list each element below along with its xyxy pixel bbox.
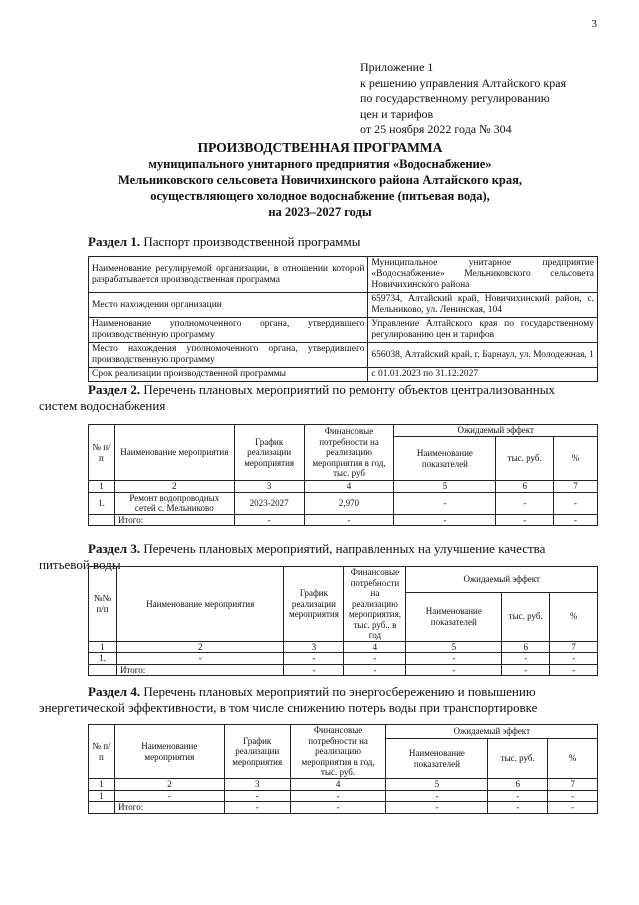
cell: - — [290, 802, 386, 814]
cell — [89, 664, 117, 676]
col-name-header: Наименование мероприятия — [114, 425, 234, 481]
cell: - — [406, 653, 502, 665]
col-number: 1 — [89, 641, 117, 653]
col-number: 7 — [554, 481, 598, 493]
section-label: Раздел 4. — [88, 684, 141, 699]
table-row — [89, 802, 598, 814]
table-row — [89, 567, 598, 593]
title-line: муниципального унитарного предприятия «Водоснабжение» — [148, 157, 492, 171]
passport-table — [88, 256, 598, 382]
cell: - — [386, 790, 488, 802]
cell: - — [116, 653, 284, 665]
total-label: Итого: — [114, 514, 234, 526]
cell: - — [224, 790, 290, 802]
cell — [89, 514, 115, 526]
table-row — [89, 481, 598, 493]
passport-value: с 01.01.2023 по 31.12.2027 — [368, 368, 598, 382]
section-2-heading — [39, 382, 600, 414]
col-number: 7 — [550, 641, 598, 653]
passport-key: Место нахождения организации — [89, 293, 368, 318]
col-effect-header: Ожидаемый эффект — [394, 425, 598, 437]
table-row — [89, 257, 598, 293]
table-row — [89, 368, 598, 382]
cell: 2023-2027 — [234, 492, 304, 514]
passport-key: Наименование регулируемой организации, в отношении которой разрабатывается производственная программа — [89, 257, 368, 293]
table-row — [89, 514, 598, 526]
col-rub-header: тыс. руб. — [488, 739, 548, 779]
col-number: 4 — [304, 481, 394, 493]
col-indicator-header: Наименование показателей — [394, 437, 496, 481]
section-text: Перечень плановых мероприятий по энергосбережению и повышению — [143, 684, 536, 699]
col-number: 3 — [224, 779, 290, 791]
cell: - — [488, 790, 548, 802]
col-number: 2 — [116, 641, 284, 653]
page-number: 3 — [591, 18, 597, 30]
col-number: 5 — [386, 779, 488, 791]
section-4-table — [88, 724, 598, 814]
cell: - — [344, 664, 406, 676]
section-text: Перечень плановых мероприятий по ремонту объектов централизованных — [143, 382, 555, 397]
cell: - — [548, 790, 598, 802]
cell: Ремонт водопроводных сетей с. Мельниково — [114, 492, 234, 514]
passport-key: Место нахождения уполномоченного органа, утвердившего производственную программу — [89, 343, 368, 368]
cell: - — [496, 492, 554, 514]
col-finance-header: Финансовые потребности на реализацию мероприятия в год, тыс. руб. — [290, 725, 386, 779]
cell: - — [344, 653, 406, 665]
cell: - — [394, 492, 496, 514]
cell: - — [488, 802, 548, 814]
cell: 1 — [89, 790, 115, 802]
col-num-header: № п/п — [89, 425, 115, 481]
col-name-header: Наименование мероприятия — [116, 567, 284, 642]
col-schedule-header: График реализации мероприятия — [284, 567, 344, 642]
passport-value: 656038, Алтайский край, г. Барнаул, ул. Молодежная, 1 — [368, 343, 598, 368]
col-number: 6 — [496, 481, 554, 493]
col-indicator-header: Наименование показателей — [386, 739, 488, 779]
cell: - — [114, 790, 224, 802]
cell: - — [548, 802, 598, 814]
appendix-line: цен и тарифов — [360, 106, 434, 121]
col-effect-header: Ожидаемый эффект — [406, 567, 598, 593]
cell: 1. — [89, 492, 115, 514]
col-pct-header: % — [550, 592, 598, 641]
title-line: Мельниковского сельсовета Новичихинского района Алтайского края, — [118, 173, 522, 187]
col-pct-header: % — [548, 739, 598, 779]
cell: - — [406, 664, 502, 676]
col-number: 2 — [114, 481, 234, 493]
table-row — [89, 664, 598, 676]
section-3-table — [88, 566, 598, 676]
cell: - — [496, 514, 554, 526]
section-label: Раздел 3. — [88, 541, 141, 556]
col-schedule-header: График реализации мероприятия — [234, 425, 304, 481]
col-num-header: № п/п — [89, 725, 115, 779]
section-text: Паспорт производственной программы — [143, 234, 361, 249]
cell: - — [284, 664, 344, 676]
col-schedule-header: График реализации мероприятия — [224, 725, 290, 779]
total-label: Итого: — [114, 802, 224, 814]
col-finance-header: Финансовые потребности на реализацию мероприятия в год, тыс. руб — [304, 425, 394, 481]
table-row — [89, 779, 598, 791]
section-4-heading — [39, 684, 600, 716]
appendix-line: Приложение 1 — [360, 60, 434, 74]
section-text: Перечень плановых мероприятий, направленных на улучшение качества — [143, 541, 546, 556]
appendix-line: к решению управления Алтайского края — [360, 75, 567, 90]
col-name-header: Наименование мероприятия — [114, 725, 224, 779]
col-number: 2 — [114, 779, 224, 791]
cell — [89, 802, 115, 814]
col-number: 4 — [344, 641, 406, 653]
appendix-line: по государственному регулированию — [360, 91, 550, 105]
col-rub-header: тыс. руб. — [502, 592, 550, 641]
passport-value: Управление Алтайского края по государственному регулированию цен и тарифов — [368, 318, 598, 343]
col-num-header: №№ п/п — [89, 567, 117, 642]
section-text: питьевой воды — [39, 557, 121, 572]
document-title — [40, 140, 600, 220]
cell: 1. — [89, 653, 117, 665]
table-row — [89, 725, 598, 739]
cell: - — [224, 802, 290, 814]
cell: - — [554, 514, 598, 526]
passport-key: Наименование уполномоченного органа, утвердившего производственную программу — [89, 318, 368, 343]
cell: - — [386, 802, 488, 814]
cell: - — [284, 653, 344, 665]
cell: - — [394, 514, 496, 526]
col-number: 6 — [488, 779, 548, 791]
cell: - — [290, 790, 386, 802]
col-number: 7 — [548, 779, 598, 791]
table-row — [89, 641, 598, 653]
section-label: Раздел 1. — [88, 234, 141, 249]
col-number: 5 — [394, 481, 496, 493]
passport-value: Муниципальное унитарное предприятие «Водоснабжение» Мельниковского сельсовета Новичихинского района — [368, 257, 598, 293]
cell: - — [550, 664, 598, 676]
cell: - — [234, 514, 304, 526]
col-indicator-header: Наименование показателей — [406, 592, 502, 641]
appendix-block — [360, 60, 610, 138]
cell: - — [554, 492, 598, 514]
section-2-table — [88, 424, 598, 526]
section-text: систем водоснабжения — [39, 398, 166, 413]
col-number: 3 — [234, 481, 304, 493]
cell: 2,970 — [304, 492, 394, 514]
cell: - — [550, 653, 598, 665]
table-row — [89, 790, 598, 802]
col-number: 5 — [406, 641, 502, 653]
col-number: 1 — [89, 481, 115, 493]
table-row — [89, 343, 598, 368]
title-line: ПРОИЗВОДСТВЕННАЯ ПРОГРАММА — [197, 140, 443, 155]
table-row — [89, 653, 598, 665]
passport-key: Срок реализации производственной программы — [89, 368, 368, 382]
title-line: осуществляющего холодное водоснабжение (питьевая вода), — [150, 189, 490, 203]
total-label: Итого: — [116, 664, 284, 676]
passport-value: 659734, Алтайский край, Новичихинский район, с. Мельниково, ул. Ленинская, 104 — [368, 293, 598, 318]
col-number: 6 — [502, 641, 550, 653]
table-row — [89, 492, 598, 514]
section-1-heading — [88, 234, 360, 250]
cell: - — [502, 664, 550, 676]
section-text: энергетической эффективности, в том числе снижению потерь воды при транспортировке — [39, 700, 538, 715]
col-finance-header: Финансовые потребности на реализацию мероприятия, тыс. руб., в год — [344, 567, 406, 642]
col-number: 4 — [290, 779, 386, 791]
title-line: на 2023–2027 годы — [268, 205, 372, 219]
table-row — [89, 425, 598, 437]
section-label: Раздел 2. — [88, 382, 141, 397]
col-rub-header: тыс. руб. — [496, 437, 554, 481]
table-row — [89, 293, 598, 318]
col-pct-header: % — [554, 437, 598, 481]
col-number: 3 — [284, 641, 344, 653]
cell: - — [502, 653, 550, 665]
col-number: 1 — [89, 779, 115, 791]
cell: - — [304, 514, 394, 526]
col-effect-header: Ожидаемый эффект — [386, 725, 598, 739]
appendix-line: от 25 ноября 2022 года № 304 — [360, 122, 512, 136]
table-row — [89, 318, 598, 343]
